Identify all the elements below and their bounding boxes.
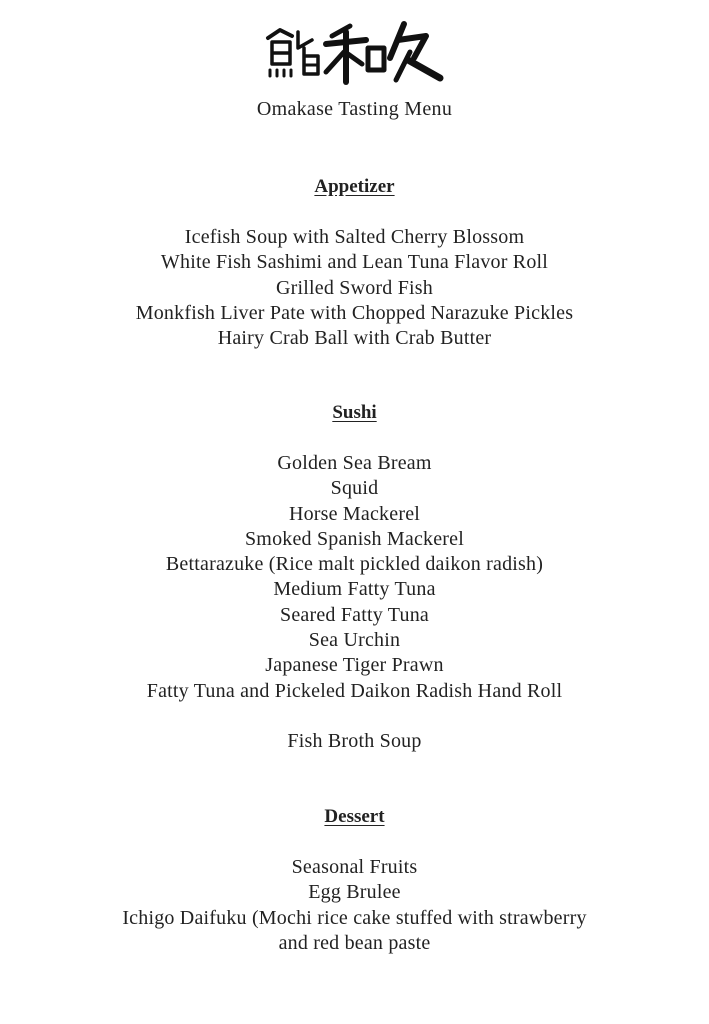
list-item: Egg Brulee <box>308 881 401 904</box>
list-item: Fish Broth Soup <box>287 730 422 752</box>
section-title-dessert: Dessert <box>324 806 385 827</box>
sushi-list <box>0 451 709 704</box>
list-item: Sea Urchin <box>308 629 401 652</box>
dessert-list <box>0 855 709 956</box>
section-title-sushi: Sushi <box>332 402 377 423</box>
list-item: Hairy Crab Ball with Crab Butter <box>217 327 492 350</box>
list-item: and red bean paste <box>278 931 431 954</box>
list-item: Seasonal Fruits <box>291 856 418 878</box>
list-item: Fatty Tuna and Pickeled Daikon Radish Hand Roll <box>146 679 563 702</box>
list-item: Bettarazuke (Rice malt pickled daikon radish) <box>165 553 544 576</box>
sushi-extra <box>0 729 709 754</box>
list-item: Horse Mackerel <box>288 502 421 525</box>
list-item: Golden Sea Bream <box>277 452 432 474</box>
appetizer-list <box>0 225 709 351</box>
list-item: White Fish Sashimi and Lean Tuna Flavor Roll <box>160 251 549 274</box>
menu-subtitle: Omakase Tasting Menu <box>256 98 453 120</box>
logo-text: 鮨和久 <box>262 18 265 19</box>
section-title-appetizer: Appetizer <box>314 176 395 197</box>
restaurant-logo <box>262 18 446 88</box>
list-item: Smoked Spanish Mackerel <box>244 527 464 550</box>
list-item: Medium Fatty Tuna <box>273 578 436 601</box>
list-item: Ichigo Daifuku (Mochi rice cake stuffed with strawberry <box>122 906 587 929</box>
list-item: Grilled Sword Fish <box>276 276 433 299</box>
list-item: Squid <box>330 477 379 500</box>
list-item: Monkfish Liver Pate with Chopped Narazuke Pickles <box>135 301 574 324</box>
list-item: Seared Fatty Tuna <box>280 603 429 626</box>
list-item: Icefish Soup with Salted Cherry Blossom <box>184 226 525 248</box>
list-item: Japanese Tiger Prawn <box>265 654 444 677</box>
